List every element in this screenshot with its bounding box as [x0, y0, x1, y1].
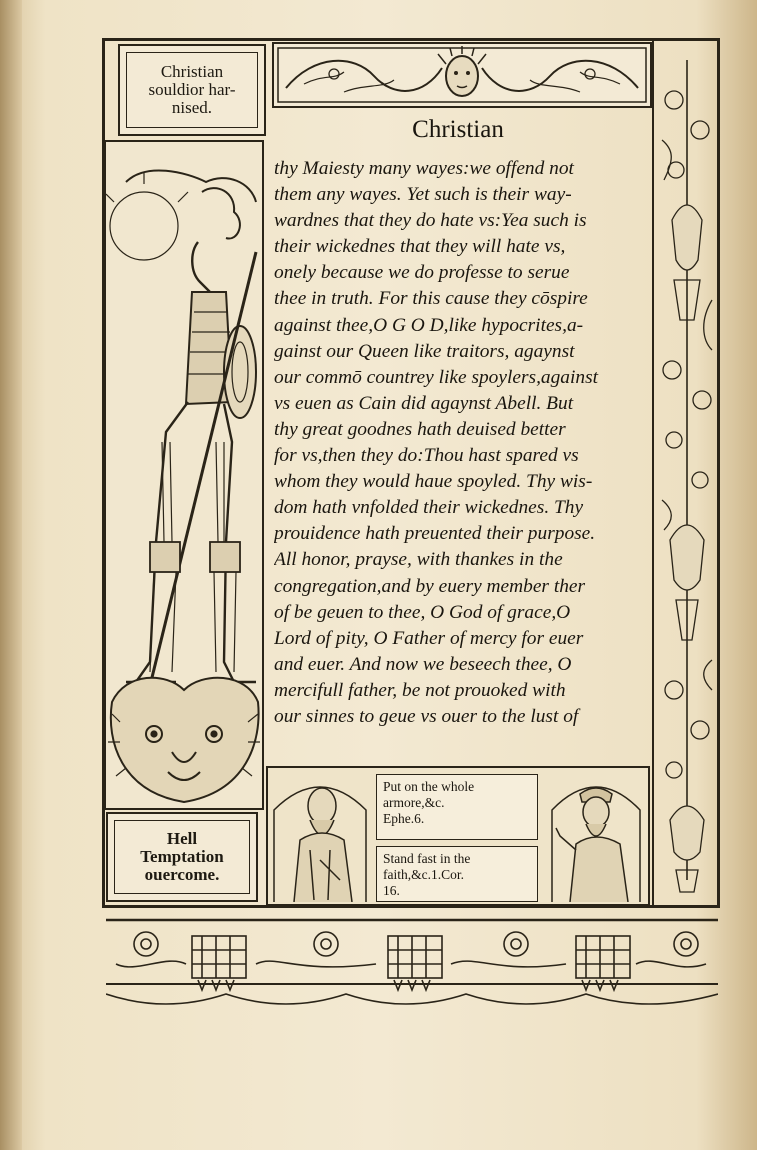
body-line: All honor, prayse, with thankes in the: [274, 549, 563, 571]
label-top-line-3: nised.: [171, 97, 213, 117]
body-line: wardnes that they do hate vs:Yea such is: [274, 210, 587, 232]
body-line: our commō countrey like spoylers,against: [274, 366, 599, 388]
body-line: Lord of pity, O Father of mercy for euer: [274, 627, 584, 649]
body-line: thy Maiesty many wayes:we offend not: [274, 158, 574, 179]
body-text: [274, 156, 646, 730]
label-top-line-1: Christian: [160, 62, 224, 82]
page-heading: Christian: [412, 116, 504, 143]
prophet-right-figure: [544, 770, 648, 902]
caption-1-line-3: Ephe.6.: [383, 811, 425, 826]
body-line: thy great goodnes hath deuised better: [274, 418, 566, 440]
body-line: prouidence hath preuented their purpose.: [274, 523, 596, 545]
body-line: their wickednes that they will hate vs,: [274, 236, 566, 258]
body-line: congregation,and by euery member ther: [274, 575, 586, 597]
label-hell-line-1: Hell: [166, 829, 198, 849]
body-line: them any wayes. Yet such is their way-: [274, 184, 572, 206]
flower-vase-pillar: [652, 40, 722, 908]
body-line: whom they would haue spoyled. Thy wis-: [274, 471, 593, 493]
body-line: vs euen as Cain did agaynst Abell. But: [274, 392, 574, 414]
bottom-scripture-panel: [266, 766, 650, 906]
body-line: onely because we do professe to serue: [274, 262, 570, 284]
label-hell-line-2: Temptation: [140, 847, 224, 867]
main-text-area: [268, 112, 648, 764]
body-line: for vs,then they do:Thou hast spared vs: [274, 445, 579, 467]
ornamental-border: [106, 914, 718, 1012]
body-line: thee in truth. For this cause they cōspire: [274, 288, 588, 310]
cherub-face-icon: [274, 44, 650, 106]
prophet-left-figure: [270, 770, 370, 902]
caption-1-line-1: Put on the whole: [383, 779, 475, 794]
label-hell-temptation: [106, 812, 258, 902]
ornamental-banner: [272, 42, 652, 108]
body-line: gainst our Queen like traitors, agaynst: [274, 340, 575, 362]
body-line: and euer. And now we beseech thee, O: [274, 653, 572, 675]
knight-illustration: [104, 140, 264, 810]
body-line: dom hath vnfolded their wickednes. Thy: [274, 497, 584, 519]
caption-ephesians: [376, 774, 538, 840]
caption-2-line-1: Stand fast in the: [383, 851, 471, 866]
caption-2-line-2: faith,&c.1.Cor.: [383, 867, 464, 882]
caption-1-line-2: armore,&c.: [383, 795, 445, 810]
body-line: of be geuen to thee, O God of grace,O: [274, 601, 571, 623]
page-spine-shadow: [0, 0, 22, 1150]
body-line: our sinnes to geue vs ouer to the lust of: [274, 705, 579, 727]
caption-2-line-3: 16.: [383, 883, 400, 898]
label-christian-souldior: [118, 44, 266, 136]
body-line: against thee,O G O D,like hypocrites,a-: [274, 314, 584, 336]
caption-corinthians: [376, 846, 538, 902]
label-top-line-2: souldior har-: [148, 80, 236, 100]
label-hell-line-3: ouercome.: [144, 864, 220, 884]
body-line: mercifull father, be not prouoked with: [274, 679, 566, 701]
